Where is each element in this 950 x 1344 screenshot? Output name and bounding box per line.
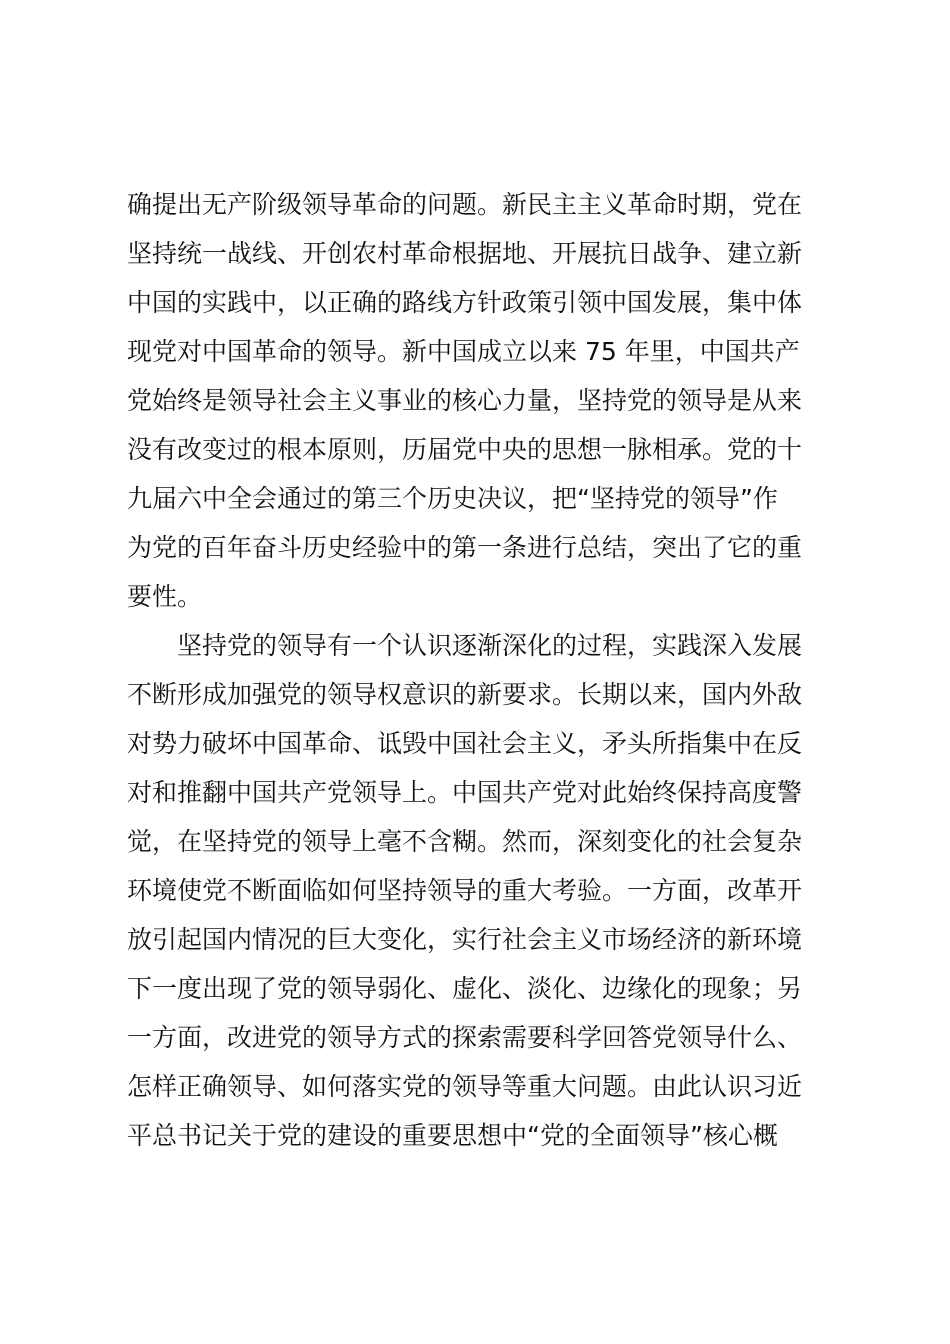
text-line: 党始终是领导社会主义事业的核心力量，坚持党的领导是从来 — [127, 386, 803, 415]
text-line: 放引起国内情况的巨大变化，实行社会主义市场经济的新环境 — [127, 925, 803, 954]
text-line: 不断形成加强党的领导权意识的新要求。长期以来，国内外敌 — [127, 680, 803, 709]
text-line: 中国的实践中，以正确的路线方针政策引领中国发展，集中体 — [127, 288, 803, 317]
paragraph-start-line: 坚持党的领导有一个认识逐渐深化的过程，实践深入发展 — [177, 631, 803, 660]
text-line: 确提出无产阶级领导革命的问题。新民主主义革命时期，党在 — [127, 190, 803, 219]
text-line: 觉，在坚持党的领导上毫不含糊。然而，深刻变化的社会复杂 — [127, 827, 803, 856]
body-text — [127, 180, 837, 1160]
text-line: 九届六中全会通过的第三个历史决议，把“坚持党的领导”作 — [127, 484, 778, 513]
text-line: 现党对中国革命的领导。新中国成立以来 75 年里，中国共产 — [127, 337, 800, 366]
text-line: 要性。 — [127, 582, 203, 611]
text-line: 环境使党不断面临如何坚持领导的重大考验。一方面，改革开 — [127, 876, 803, 905]
text-line: 怎样正确领导、如何落实党的领导等重大问题。由此认识习近 — [127, 1072, 803, 1101]
text-line: 坚持统一战线、开创农村革命根据地、开展抗日战争、建立新 — [127, 239, 803, 268]
text-line: 对和推翻中国共产党领导上。中国共产党对此始终保持高度警 — [127, 778, 803, 807]
text-line: 对势力破坏中国革命、诋毁中国社会主义，矛头所指集中在反 — [127, 729, 803, 758]
text-line: 一方面，改进党的领导方式的探索需要科学回答党领导什么、 — [127, 1023, 803, 1052]
text-line: 没有改变过的根本原则，历届党中央的思想一脉相承。党的十 — [127, 435, 803, 464]
text-line: 平总书记关于党的建设的重要思想中“党的全面领导”核心概 — [127, 1121, 778, 1150]
text-line: 为党的百年奋斗历史经验中的第一条进行总结，突出了它的重 — [127, 533, 803, 562]
text-line: 下一度出现了党的领导弱化、虚化、淡化、边缘化的现象；另 — [127, 974, 803, 1003]
